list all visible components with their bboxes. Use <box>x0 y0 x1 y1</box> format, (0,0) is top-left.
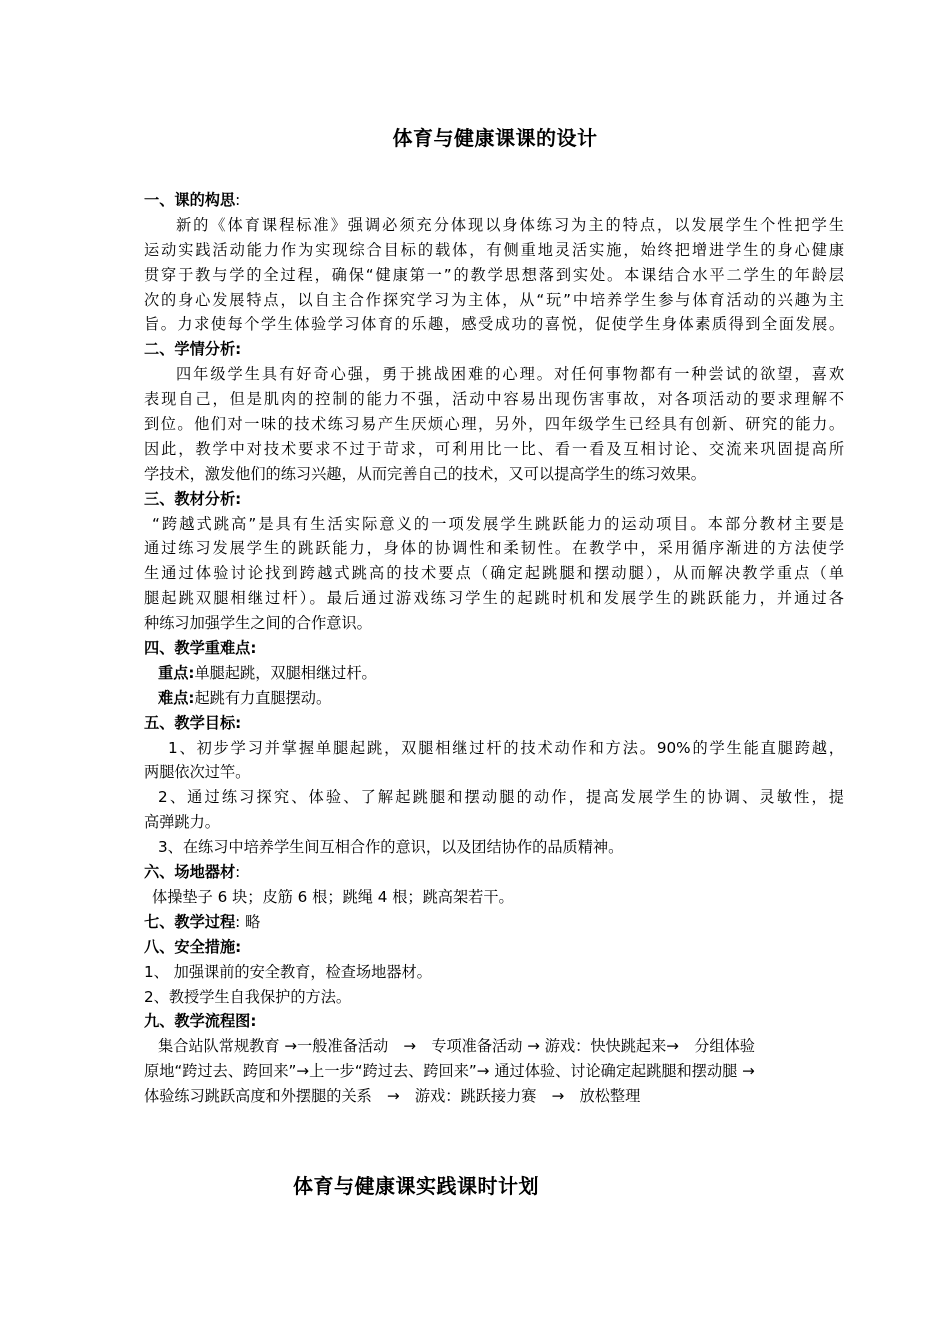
paragraph-line: 通过练习发展学生的跳跃能力，身体的协调性和柔韧性。在教学中，采用循序渐进的方法使学 <box>144 539 844 558</box>
section-heading-keypoints: 四、教学重难点: <box>144 639 257 658</box>
section-heading-process: 七、教学过程: 略 <box>144 912 261 931</box>
section-heading-equipment: 六、场地器材: <box>144 863 241 882</box>
paragraph-line: 四年级学生具有好奇心强，勇于挑战困难的心理。对任何事物都有一种尝试的欲望，喜欢 <box>176 365 844 384</box>
difficulty-label: 难点: <box>158 688 195 707</box>
objective-line: 高弹跳力。 <box>144 813 220 832</box>
paragraph-line: 运动实践活动能力作为实现综合目标的载体，有侧重地灵活实施，始终把增进学生的身心健康 <box>144 240 844 259</box>
flow-line: 集合站队常规教育 →一般准备活动 → 专项准备活动 → 游戏：快快跳起来→ 分组体验 <box>158 1037 755 1056</box>
process-text: 略 <box>245 912 261 931</box>
objective-line: 2、通过练习探究、体验、了解起跳腿和摆动腿的动作，提高发展学生的协调、灵敏性，提 <box>158 788 844 807</box>
objective-line: 两腿依次过竿。 <box>144 763 251 782</box>
document-body <box>144 188 844 1109</box>
safety-item: 2、教授学生自我保护的方法。 <box>144 987 352 1006</box>
paragraph-line: 学技术，激发他们的练习兴趣，从而完善自己的技术，又可以提高学生的练习效果。 <box>144 464 706 483</box>
key-point-line <box>144 661 844 686</box>
objective-line: 3、在练习中培养学生间互相合作的意识，以及团结协作的品质精神。 <box>158 838 624 857</box>
paragraph-line: “跨越式跳高”是具有生活实际意义的一项发展学生跳跃能力的运动项目。本部分教材主要是 <box>152 514 844 533</box>
paragraph-line: 种练习加强学生之间的合作意识。 <box>144 614 372 633</box>
section-heading-concept: 一、课的构思: <box>144 191 241 209</box>
key-point-text: 单腿起跳，双腿相继过杆。 <box>194 663 377 682</box>
flow-line: 体验练习跳跃高度和外摆腿的关系 → 游戏：跳跃接力赛 → 放松整理 <box>144 1087 641 1106</box>
paragraph-line: 生通过体验讨论找到跨越式跳高的技术要点（确定起跳腿和摆动腿），从而解决教学重点（单 <box>144 564 844 583</box>
equipment-list: 体操垫子 6 块；皮筋 6 根；跳绳 4 根；跳高架若干。 <box>152 887 514 906</box>
paragraph-line: 新的《体育课程标准》强调必须充分体现以身体练习为主的特点，以发展学生个性把学生 <box>176 215 844 234</box>
difficulty-line <box>144 686 844 711</box>
difficulty-text: 起跳有力直腿摆动。 <box>194 688 332 707</box>
page-title: 体育与健康课课的设计 <box>392 126 598 150</box>
key-point-label: 重点: <box>158 663 195 682</box>
paragraph-line: 表现自己，但是肌肉的控制的能力不强，活动中容易出现伤害事故，对各项活动的要求理解不 <box>144 390 844 409</box>
section-heading-flow: 九、教学流程图: <box>144 1012 257 1031</box>
paragraph-line: 腿起跳双腿相继过杆）。最后通过游戏练习学生的起跳时机和发展学生的跳跃能力，并通过各 <box>144 589 844 608</box>
section-title-plan: 体育与健康课实践课时计划 <box>293 1174 539 1198</box>
section-heading-material: 三、教材分析: <box>144 489 242 508</box>
paragraph-line: 到位。他们对一味的技术练习易产生厌烦心理，另外，四年级学生已经具有创新、研究的能力。 <box>144 415 844 434</box>
section-heading-objectives: 五、教学目标: <box>144 713 242 732</box>
objective-line: 1、初步学习并掌握单腿起跳，双腿相继过杆的技术动作和方法。90%的学生能直腿跨越， <box>168 738 844 757</box>
section-heading-safety: 八、安全措施: <box>144 937 242 956</box>
paragraph-line: 旨。力求使每个学生体验学习体育的乐趣，感受成功的喜悦，促使学生身体素质得到全面发展。 <box>144 315 844 334</box>
section-heading-students: 二、学情分析: <box>144 340 242 359</box>
paragraph-line: 贯穿于教与学的全过程，确保“健康第一”的教学思想落到实处。本课结合水平二学生的年龄层 <box>144 265 844 284</box>
flow-line: 原地“跨过去、跨回来”→上一步“跨过去、跨回来”→ 通过体验、讨论确定起跳腿和摆动腿 → <box>144 1062 755 1081</box>
paragraph-line: 次的身心发展特点，以自主合作探究学习为主体，从“玩”中培养学生参与体育活动的兴趣为主 <box>144 290 844 309</box>
paragraph-line: 因此，教学中对技术要求不过于苛求，可利用比一比、看一看及互相讨论、交流来巩固提高所 <box>144 439 844 458</box>
safety-item: 1、 加强课前的安全教育，检查场地器材。 <box>144 962 432 981</box>
